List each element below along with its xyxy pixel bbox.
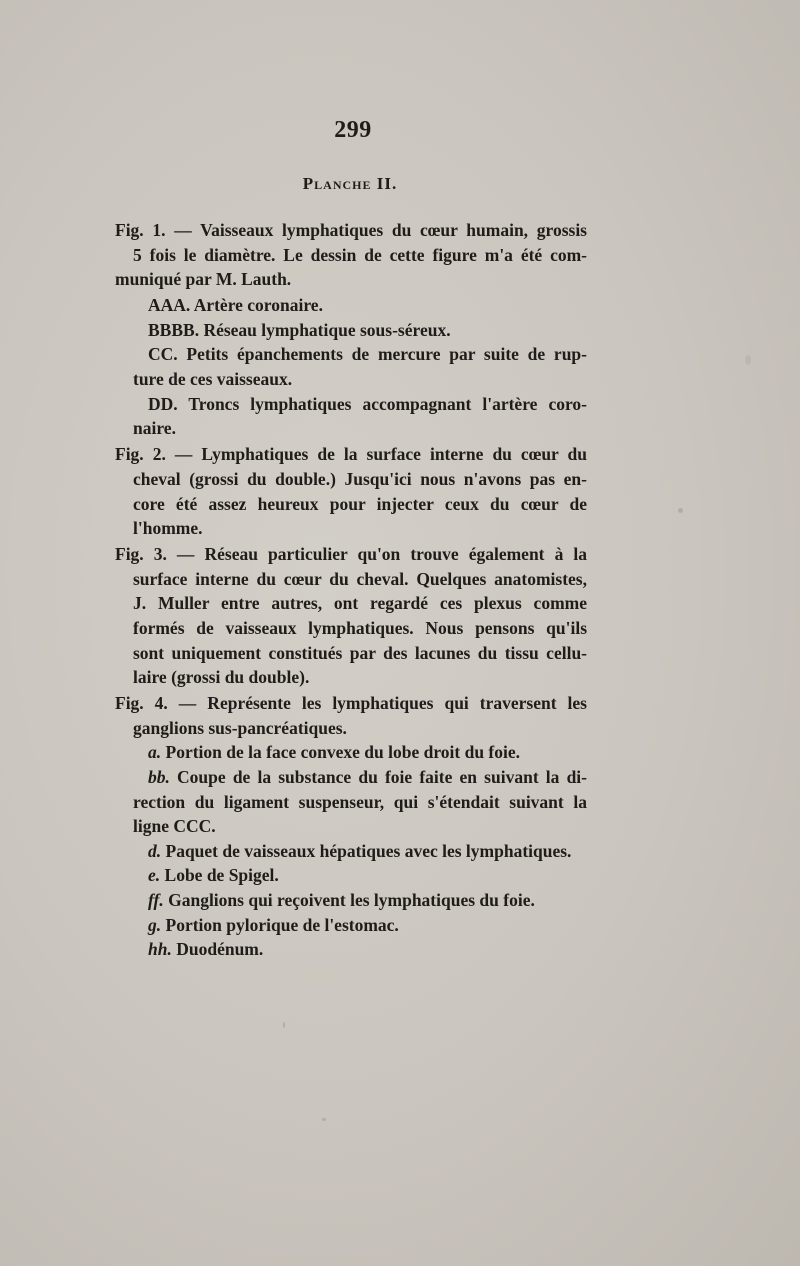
caption-line: J. Muller entre autres, ont regardé ces plexus comme	[133, 593, 587, 614]
caption-line: hh. Duodénum.	[148, 939, 264, 960]
caption-line: CC. Petits épanchements de mercure par suite de rup-	[148, 344, 587, 365]
page-number: 299	[334, 117, 372, 143]
figure-label: a.	[148, 742, 162, 763]
caption-line: ligne CCC.	[133, 816, 216, 837]
caption-line: laire (grossi du double).	[133, 667, 310, 688]
figure-label: bb.	[148, 767, 170, 788]
caption-line: sont uniquement constitués par des lacunes du tissu cellu-	[133, 642, 587, 663]
caption-line: g. Portion pylorique de l'estomac.	[148, 914, 399, 935]
figure-label: ff.	[148, 890, 164, 911]
caption-line: l'homme.	[133, 518, 203, 539]
caption-line: Fig. 2. — Lymphatiques de la surface interne du cœur du	[115, 444, 587, 465]
caption-line: rection du ligament suspenseur, qui s'étendait suivant la	[133, 791, 587, 812]
caption-line: AAA. Artère coronaire.	[148, 295, 323, 316]
paper-spot	[322, 1118, 326, 1121]
caption-line: BBBB. Réseau lymphatique sous-séreux.	[148, 319, 451, 340]
plate-captions	[115, 218, 587, 962]
caption-line: ture de ces vaisseaux.	[133, 369, 293, 390]
caption-line: cheval (grossi du double.) Jusqu'ici nous n'avons pas en-	[133, 468, 587, 489]
caption-line: core été assez heureux pour injecter ceux du cœur de	[133, 493, 587, 514]
figure-label: g.	[148, 914, 162, 935]
caption-line: d. Paquet de vaisseaux hépatiques avec les lymphatiques.	[148, 840, 572, 861]
caption-line: surface interne du cœur du cheval. Quelques anatomistes,	[133, 568, 587, 589]
figure-label: e.	[148, 865, 161, 886]
paper-spot	[678, 508, 683, 513]
caption-line: Fig. 4. — Représente les lymphatiques qui traversent les	[115, 693, 587, 714]
figure-label: hh.	[148, 939, 172, 960]
caption-line: DD. Troncs lymphatiques accompagnant l'artère coro-	[148, 393, 587, 414]
caption-line: bb. Coupe de la substance du foie faite en suivant la di-	[148, 767, 587, 788]
caption-line: naire.	[133, 418, 176, 439]
caption-line: a. Portion de la face convexe du lobe droit du foie.	[148, 742, 521, 763]
caption-line: e. Lobe de Spigel.	[148, 865, 279, 886]
paper-spot	[745, 355, 751, 365]
caption-line: Fig. 1. — Vaisseaux lymphatiques du cœur humain, grossis	[115, 220, 587, 240]
paper-spot	[283, 1022, 285, 1028]
caption-line: muniqué par M. Lauth.	[115, 269, 292, 290]
caption-line: Fig. 3. — Réseau particulier qu'on trouve également à la	[115, 544, 587, 565]
caption-line: 5 fois le diamètre. Le dessin de cette figure m'a été com-	[133, 244, 587, 265]
caption-line: ff. Ganglions qui reçoivent les lymphatiques du foie.	[148, 890, 535, 911]
caption-line: ganglions sus-pancréatiques.	[133, 717, 347, 738]
plate-title: Planche II.	[302, 174, 398, 193]
caption-line: formés de vaisseaux lymphatiques. Nous pensons qu'ils	[133, 618, 587, 638]
figure-label: d.	[148, 840, 162, 861]
